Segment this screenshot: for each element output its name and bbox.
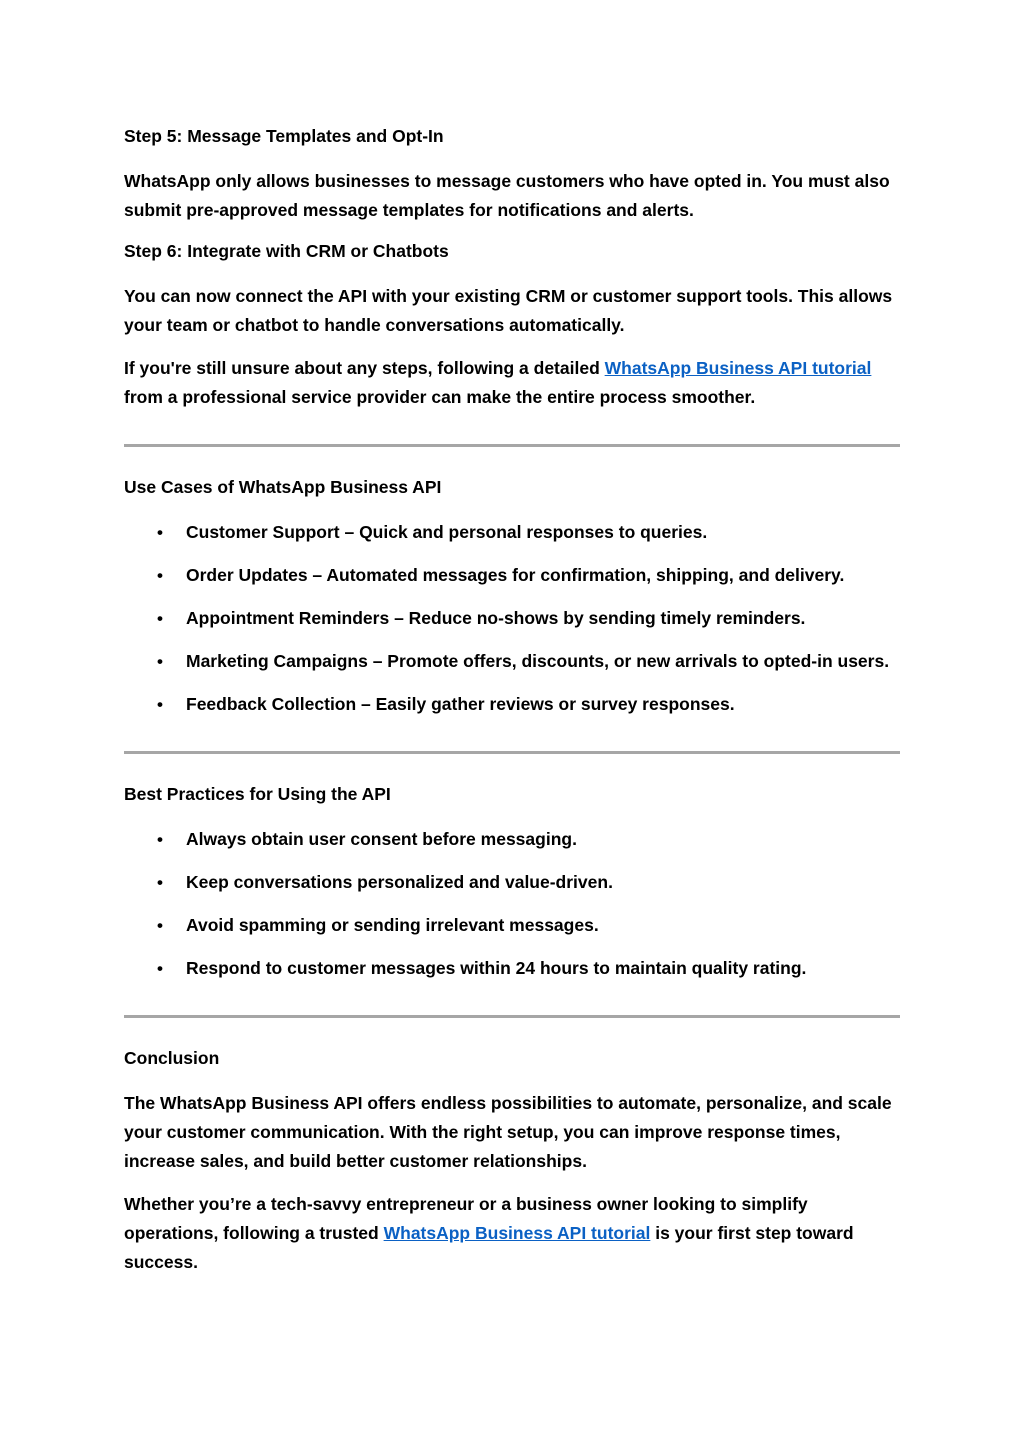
list-item-text: Appointment Reminders – Reduce no-shows by sending timely reminders. bbox=[186, 608, 806, 628]
final-text-after: is your first step toward success. bbox=[124, 1223, 854, 1272]
bullet-icon: • bbox=[157, 609, 163, 628]
conclusion-final-paragraph bbox=[124, 1190, 900, 1277]
list-item-text: Customer Support – Quick and personal responses to queries. bbox=[186, 522, 708, 542]
best-practices-list bbox=[124, 825, 900, 983]
bullet-icon: • bbox=[157, 916, 163, 935]
unsure-text-before: If you're still unsure about any steps, following a detailed bbox=[124, 358, 605, 378]
step6-heading: Step 6: Integrate with CRM or Chatbots bbox=[124, 241, 449, 261]
section-divider bbox=[124, 444, 900, 447]
conclusion-heading: Conclusion bbox=[124, 1048, 220, 1068]
list-item bbox=[124, 954, 900, 983]
list-item-text: Feedback Collection – Easily gather reviews or survey responses. bbox=[186, 694, 735, 714]
bullet-icon: • bbox=[157, 830, 163, 849]
document-page bbox=[124, 124, 900, 1291]
list-item-text: Respond to customer messages within 24 hours to maintain quality rating. bbox=[186, 958, 807, 978]
final-text-before: Whether you’re a tech-savvy entrepreneur or a business owner looking to simplify operations, following a trusted bbox=[124, 1194, 808, 1243]
conclusion-body: The WhatsApp Business API offers endless possibilities to automate, personalize, and scale your customer communication. With the right setup, you can improve response times, increase sales, and build better customer relationships. bbox=[124, 1093, 892, 1171]
list-item-text: Marketing Campaigns – Promote offers, discounts, or new arrivals to opted-in users. bbox=[186, 651, 890, 671]
step5-heading: Step 5: Message Templates and Opt-In bbox=[124, 126, 444, 146]
list-item bbox=[124, 868, 900, 897]
bullet-icon: • bbox=[157, 652, 163, 671]
list-item-text: Keep conversations personalized and value-driven. bbox=[186, 872, 613, 892]
list-item-text: Always obtain user consent before messaging. bbox=[186, 829, 577, 849]
list-item bbox=[124, 604, 900, 633]
bullet-icon: • bbox=[157, 566, 163, 585]
section-divider bbox=[124, 751, 900, 754]
list-item-text: Order Updates – Automated messages for confirmation, shipping, and delivery. bbox=[186, 565, 845, 585]
unsure-text-after: from a professional service provider can make the entire process smoother. bbox=[124, 387, 756, 407]
unsure-paragraph bbox=[124, 354, 900, 412]
list-item bbox=[124, 911, 900, 940]
list-item bbox=[124, 825, 900, 854]
list-item bbox=[124, 518, 900, 547]
list-item bbox=[124, 647, 900, 676]
step6-body: You can now connect the API with your existing CRM or customer support tools. This allows your team or chatbot to handle conversations automatically. bbox=[124, 286, 893, 335]
use-cases-heading: Use Cases of WhatsApp Business API bbox=[124, 477, 442, 497]
use-cases-list bbox=[124, 518, 900, 719]
section-divider bbox=[124, 1015, 900, 1018]
bullet-icon: • bbox=[157, 523, 163, 542]
bullet-icon: • bbox=[157, 959, 163, 978]
step5-body: WhatsApp only allows businesses to message customers who have opted in. You must also submit pre-approved message templates for notifications and alerts. bbox=[124, 171, 890, 220]
bullet-icon: • bbox=[157, 695, 163, 714]
bullet-icon: • bbox=[157, 873, 163, 892]
list-item bbox=[124, 561, 900, 590]
list-item bbox=[124, 690, 900, 719]
list-item-text: Avoid spamming or sending irrelevant messages. bbox=[186, 915, 599, 935]
best-practices-heading: Best Practices for Using the API bbox=[124, 784, 391, 804]
tutorial-link[interactable]: WhatsApp Business API tutorial bbox=[604, 358, 872, 378]
tutorial-link[interactable]: WhatsApp Business API tutorial bbox=[383, 1223, 651, 1243]
